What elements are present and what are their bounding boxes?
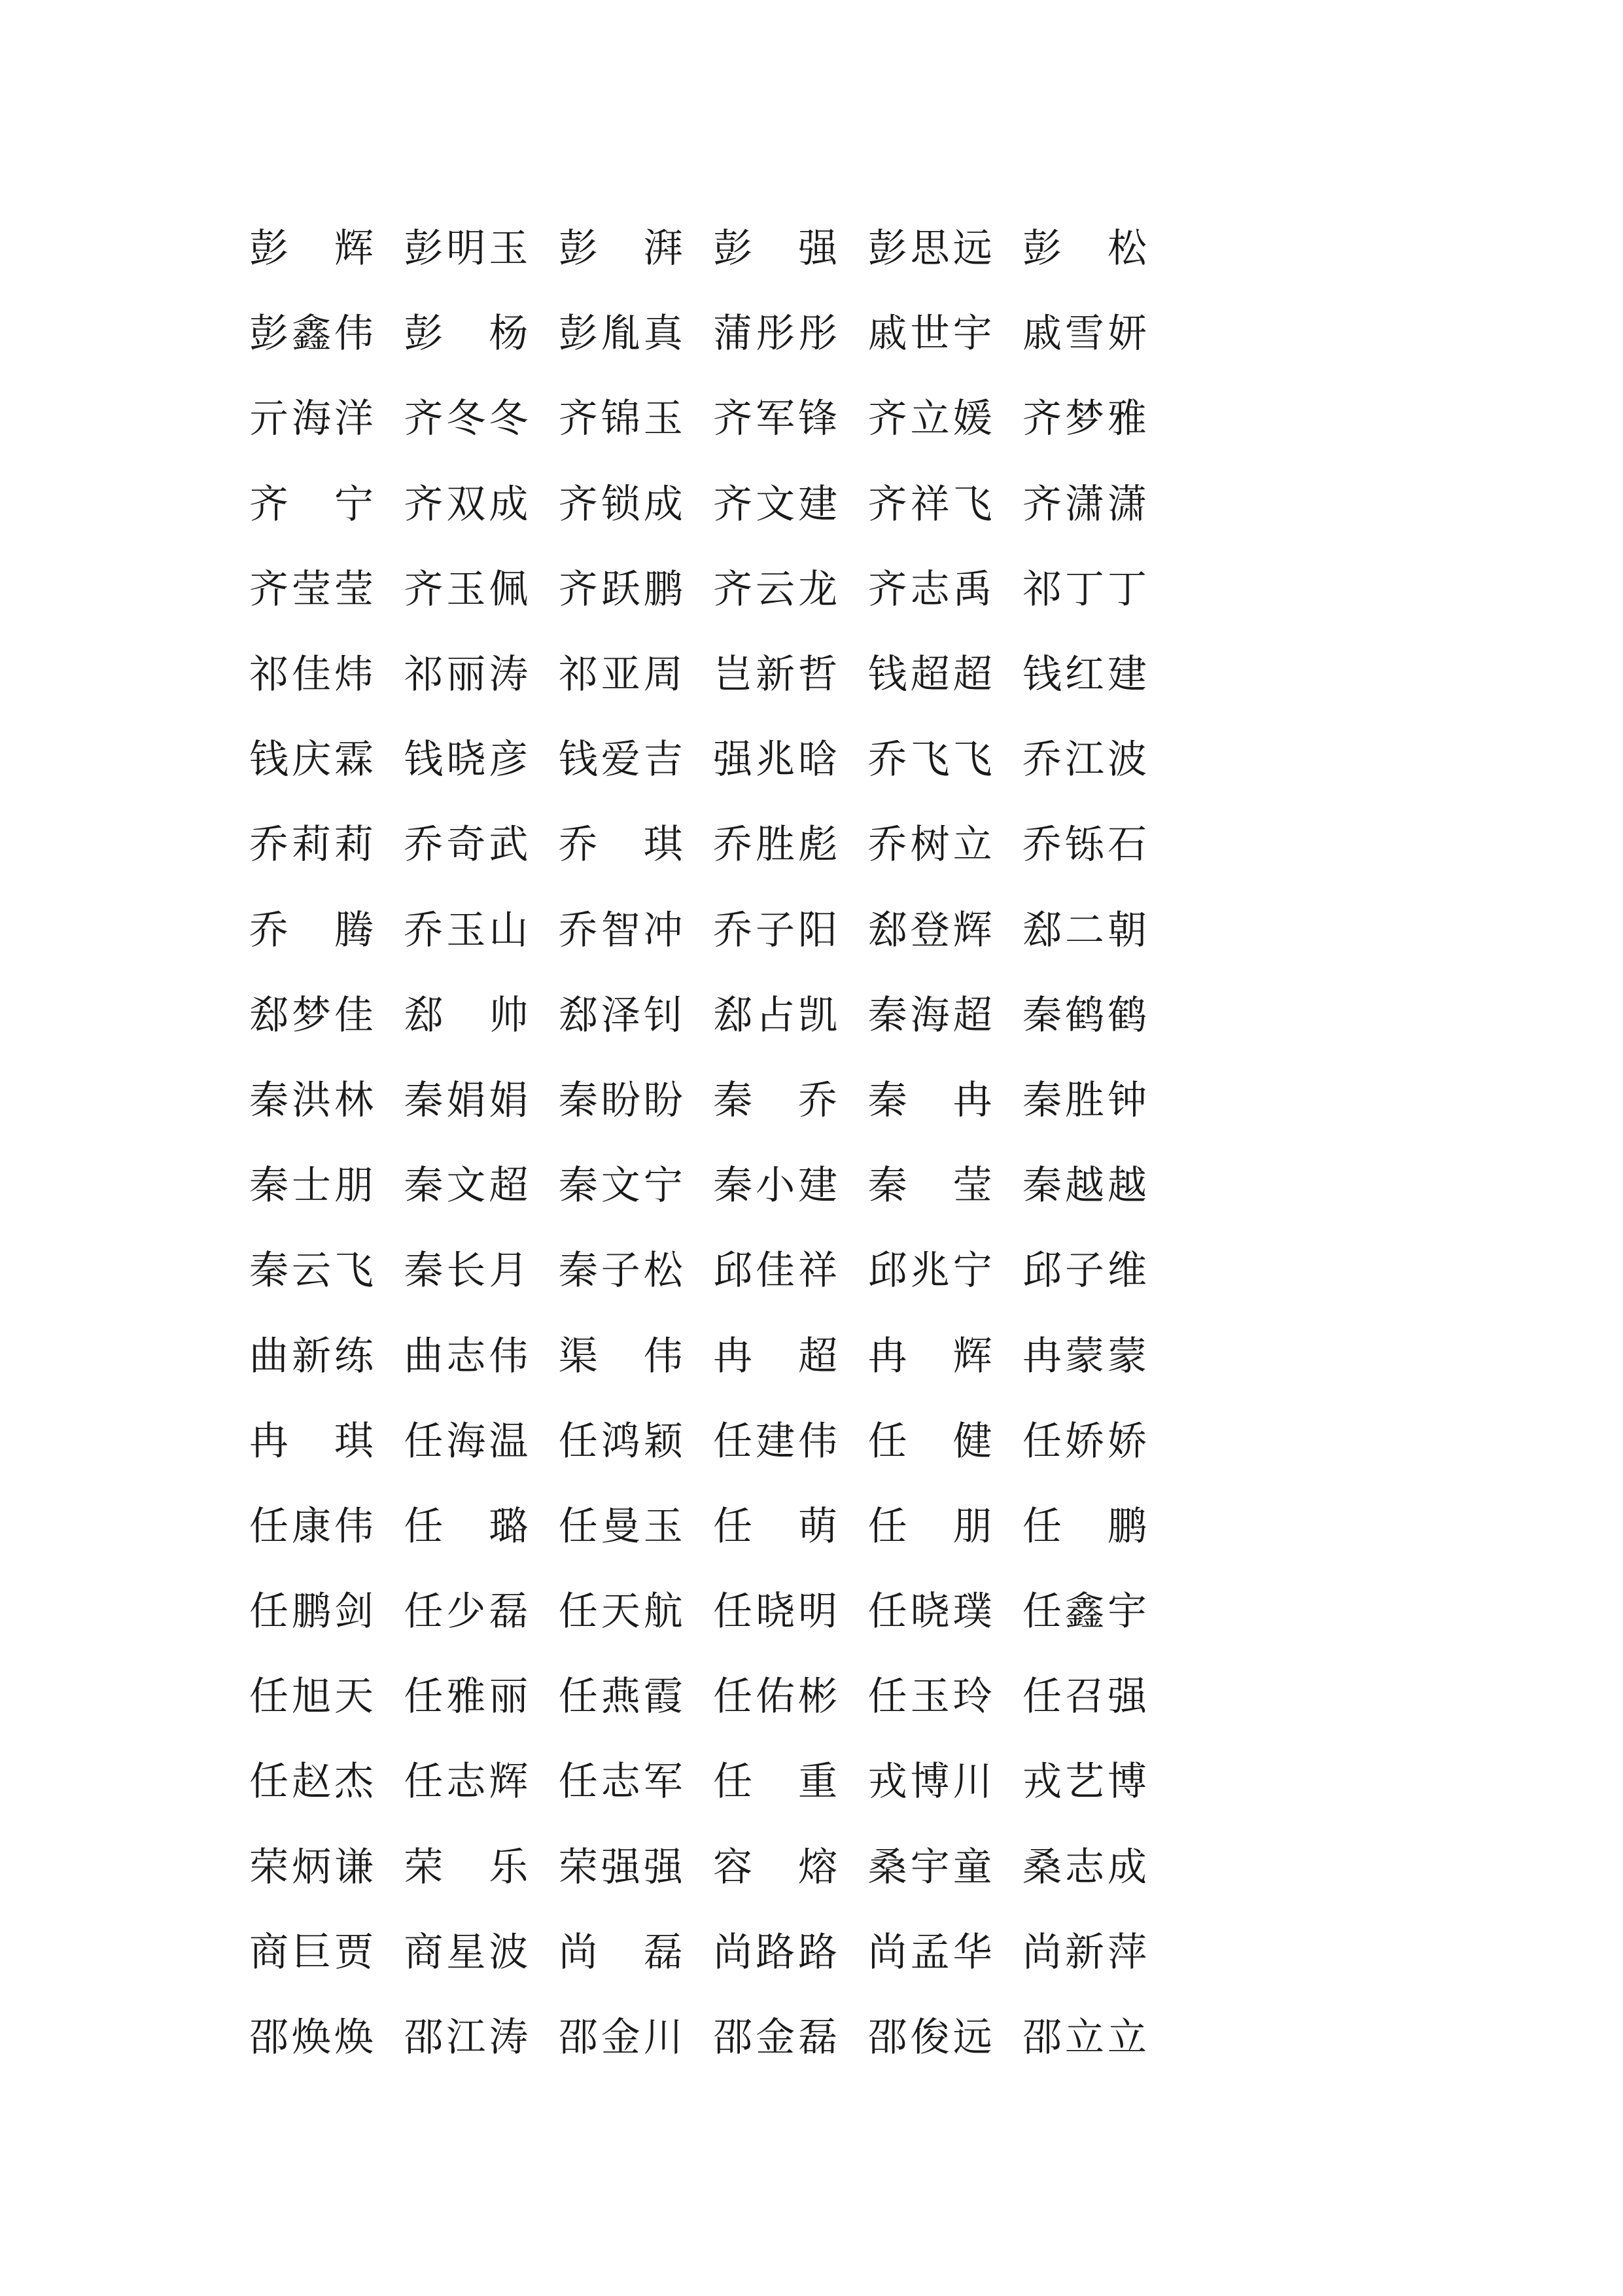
name-entry [559, 973, 713, 1058]
name-text: 秦 娟 娟 [404, 1077, 529, 1123]
name-text: 邱 子 维 [1022, 1248, 1147, 1294]
name-text: 任 娇 娇 [1022, 1418, 1147, 1464]
name-entry [249, 206, 404, 291]
name-text: 任 晓 明 [713, 1589, 838, 1635]
name-entry [559, 1654, 713, 1739]
name-text: 乔 子 阳 [713, 907, 838, 953]
name-text: 齐 双 成 [404, 481, 529, 527]
name-text: 冉 蒙 蒙 [1022, 1333, 1147, 1379]
name-text: 乔 腾 [249, 907, 374, 953]
name-text: 秦 海 超 [867, 992, 992, 1038]
name-entry [1022, 547, 1177, 632]
name-entry [249, 802, 404, 887]
name-text: 任 旭 天 [249, 1674, 374, 1720]
name-text: 任 赵 杰 [249, 1759, 374, 1805]
name-text: 乔 江 波 [1022, 737, 1147, 783]
name-entry [1022, 376, 1177, 461]
name-entry [249, 547, 404, 632]
name-entry [404, 1228, 558, 1313]
name-text: 乔 飞 飞 [867, 737, 992, 783]
name-entry [713, 717, 867, 802]
name-entry [559, 1399, 713, 1484]
name-entry [249, 1228, 404, 1313]
name-entry [559, 1739, 713, 1824]
name-entry [868, 547, 1022, 632]
name-entry [713, 291, 867, 376]
name-text: 秦 文 超 [404, 1163, 529, 1209]
name-text: 邵 立 立 [1022, 2015, 1147, 2061]
name-entry [404, 291, 558, 376]
name-entry [249, 632, 404, 717]
name-entry [559, 1825, 713, 1910]
name-entry [404, 888, 558, 973]
name-text: 任 志 军 [558, 1759, 683, 1805]
name-entry [404, 1910, 558, 1995]
name-text: 任 曼 玉 [558, 1503, 683, 1549]
name-entry [1022, 802, 1177, 887]
name-text: 荣 炳 谦 [249, 1844, 374, 1890]
name-entry [404, 973, 558, 1058]
name-entry [868, 1825, 1022, 1910]
name-entry [1022, 462, 1177, 547]
name-text: 乔 智 冲 [558, 907, 683, 953]
name-entry [249, 973, 404, 1058]
name-text: 商 星 波 [404, 1929, 529, 1975]
name-entry [713, 1228, 867, 1313]
name-entry [404, 1058, 558, 1143]
name-entry [249, 717, 404, 802]
name-entry [713, 888, 867, 973]
name-text: 戎 艺 博 [1022, 1759, 1147, 1805]
name-text: 齐 锁 成 [558, 481, 683, 527]
name-entry [404, 1313, 558, 1398]
name-text: 齐 梦 雅 [1022, 396, 1147, 442]
name-text: 乔 铄 石 [1022, 822, 1147, 868]
name-text: 齐 云 龙 [713, 566, 838, 612]
name-entry [1022, 1484, 1177, 1569]
name-entry [249, 291, 404, 376]
name-text: 渠 伟 [558, 1333, 683, 1379]
name-entry [404, 1484, 558, 1569]
name-text: 任 召 强 [1022, 1674, 1147, 1720]
name-text: 任 佑 彬 [713, 1674, 838, 1720]
name-text: 任 康 伟 [249, 1503, 374, 1549]
name-entry [249, 1313, 404, 1398]
name-text: 尚 孟 华 [867, 1929, 992, 1975]
name-text: 尚 路 路 [713, 1929, 838, 1975]
name-entry [713, 1399, 867, 1484]
name-text: 曲 志 伟 [404, 1333, 529, 1379]
name-entry [249, 1484, 404, 1569]
name-entry [868, 802, 1022, 887]
name-text: 秦 文 宁 [558, 1163, 683, 1209]
name-text: 郄 二 朝 [1022, 907, 1147, 953]
name-text: 乔 胜 彪 [713, 822, 838, 868]
name-text: 钱 超 超 [867, 652, 992, 698]
name-entry [868, 462, 1022, 547]
name-entry [868, 1058, 1022, 1143]
name-text: 商 巨 贾 [249, 1929, 374, 1975]
name-entry [559, 206, 713, 291]
name-text: 齐 宁 [249, 481, 374, 527]
name-text: 彭 强 [713, 226, 838, 272]
name-text: 钱 爱 吉 [558, 737, 683, 783]
name-text: 秦 越 越 [1022, 1163, 1147, 1209]
name-entry [249, 1569, 404, 1654]
name-text: 亓 海 洋 [249, 396, 374, 442]
name-entry [713, 547, 867, 632]
name-entry [404, 547, 558, 632]
name-text: 乔 树 立 [867, 822, 992, 868]
name-entry [868, 973, 1022, 1058]
name-entry [868, 632, 1022, 717]
name-text: 彭 辉 [249, 226, 374, 272]
name-entry [868, 1910, 1022, 1995]
name-entry [868, 1569, 1022, 1654]
name-entry [868, 1313, 1022, 1398]
name-entry [1022, 1313, 1177, 1398]
name-entry [868, 376, 1022, 461]
name-text: 彭 湃 [558, 226, 683, 272]
name-entry [1022, 973, 1177, 1058]
name-text: 郄 帅 [404, 992, 529, 1038]
name-text: 秦 子 松 [558, 1248, 683, 1294]
name-text: 乔 奇 武 [404, 822, 529, 868]
name-text: 秦 乔 [713, 1077, 838, 1123]
name-entry [1022, 1228, 1177, 1313]
name-text: 齐 玉 佩 [404, 566, 529, 612]
name-entry [868, 1995, 1022, 2080]
name-text: 齐 志 禹 [867, 566, 992, 612]
name-entry [249, 1654, 404, 1739]
name-entry [868, 206, 1022, 291]
name-text: 彭 思 远 [867, 226, 992, 272]
name-entry [1022, 1995, 1177, 2080]
name-entry [868, 888, 1022, 973]
name-text: 任 鑫 宇 [1022, 1589, 1147, 1635]
name-entry [559, 632, 713, 717]
name-text: 彭 杨 [404, 311, 529, 357]
name-entry [1022, 291, 1177, 376]
name-entry [249, 1995, 404, 2080]
name-entry [559, 1484, 713, 1569]
name-text: 钱 红 建 [1022, 652, 1147, 698]
name-text: 岂 新 哲 [713, 652, 838, 698]
name-text: 秦 长 月 [404, 1248, 529, 1294]
name-entry [1022, 1399, 1177, 1484]
name-text: 郄 登 辉 [867, 907, 992, 953]
name-text: 秦 云 飞 [249, 1248, 374, 1294]
name-text: 桑 志 成 [1022, 1844, 1147, 1890]
name-text: 秦 盼 盼 [558, 1077, 683, 1123]
name-text: 任 晓 璞 [867, 1589, 992, 1635]
name-entry [404, 1399, 558, 1484]
name-entry [713, 1825, 867, 1910]
name-entry [868, 1739, 1022, 1824]
name-text: 齐 祥 飞 [867, 481, 992, 527]
name-text: 彭 明 玉 [404, 226, 529, 272]
name-entry [1022, 1654, 1177, 1739]
name-entry [1022, 1058, 1177, 1143]
name-text: 任 健 [867, 1418, 992, 1464]
name-text: 邱 佳 祥 [713, 1248, 838, 1294]
name-entry [1022, 1825, 1177, 1910]
name-entry [404, 632, 558, 717]
name-entry [559, 717, 713, 802]
name-text: 尚 新 萍 [1022, 1929, 1147, 1975]
name-entry [404, 1739, 558, 1824]
name-entry [713, 1143, 867, 1228]
name-text: 任 志 辉 [404, 1759, 529, 1805]
name-entry [868, 717, 1022, 802]
name-text: 尚 磊 [558, 1929, 683, 1975]
name-text: 曲 新 练 [249, 1333, 374, 1379]
name-text: 邵 江 涛 [404, 2015, 529, 2061]
name-text: 任 雅 丽 [404, 1674, 529, 1720]
name-text: 郄 梦 佳 [249, 992, 374, 1038]
name-entry [713, 1569, 867, 1654]
name-entry [559, 1143, 713, 1228]
name-entry [868, 1654, 1022, 1739]
name-text: 祁 丽 涛 [404, 652, 529, 698]
name-entry [559, 1058, 713, 1143]
name-text: 彭 松 [1022, 226, 1147, 272]
name-entry [249, 1910, 404, 1995]
name-text: 乔 玉 山 [404, 907, 529, 953]
name-text: 郄 泽 钊 [558, 992, 683, 1038]
name-text: 祁 丁 丁 [1022, 566, 1147, 612]
name-text: 邱 兆 宁 [867, 1248, 992, 1294]
name-text: 戎 博 川 [867, 1759, 992, 1805]
name-entry [713, 1654, 867, 1739]
name-entry [713, 1484, 867, 1569]
name-text: 冉 辉 [867, 1333, 992, 1379]
name-text: 郄 占 凯 [713, 992, 838, 1038]
name-text: 任 燕 霞 [558, 1674, 683, 1720]
name-text: 钱 庆 霖 [249, 737, 374, 783]
name-text: 任 玉 玲 [867, 1674, 992, 1720]
name-entry [1022, 717, 1177, 802]
name-text: 冉 超 [713, 1333, 838, 1379]
name-entry [1022, 206, 1177, 291]
name-text: 荣 乐 [404, 1844, 529, 1890]
name-entry [713, 1995, 867, 2080]
name-entry [713, 1739, 867, 1824]
name-text: 齐 潇 潇 [1022, 481, 1147, 527]
name-entry [404, 462, 558, 547]
name-entry [404, 802, 558, 887]
name-text: 任 鸿 颖 [558, 1418, 683, 1464]
name-text: 任 天 航 [558, 1589, 683, 1635]
name-entry [249, 1739, 404, 1824]
name-text: 秦 莹 [867, 1163, 992, 1209]
name-entry [713, 1910, 867, 1995]
name-entry [404, 376, 558, 461]
name-entry [868, 291, 1022, 376]
name-entry [713, 206, 867, 291]
name-text: 钱 晓 彦 [404, 737, 529, 783]
name-entry [559, 1313, 713, 1398]
name-text: 邵 俊 远 [867, 2015, 992, 2061]
name-text: 秦 冉 [867, 1077, 992, 1123]
name-text: 戚 雪 妍 [1022, 311, 1147, 357]
name-text: 秦 鹤 鹤 [1022, 992, 1147, 1038]
name-text: 任 萌 [713, 1503, 838, 1549]
name-entry [713, 802, 867, 887]
name-entry [868, 1228, 1022, 1313]
name-text: 蒲 彤 彤 [713, 311, 838, 357]
name-entry [404, 1569, 558, 1654]
name-text: 齐 莹 莹 [249, 566, 374, 612]
name-entry [1022, 1143, 1177, 1228]
name-entry [404, 206, 558, 291]
name-entry [559, 291, 713, 376]
name-text: 齐 跃 鹏 [558, 566, 683, 612]
name-entry [559, 1228, 713, 1313]
name-entry [1022, 1569, 1177, 1654]
name-text: 强 兆 晗 [713, 737, 838, 783]
name-entry [249, 1143, 404, 1228]
name-entry [249, 376, 404, 461]
name-text: 邵 金 磊 [713, 2015, 838, 2061]
name-entry [559, 1910, 713, 1995]
name-entry [559, 547, 713, 632]
name-entry [249, 1825, 404, 1910]
name-entry [404, 1995, 558, 2080]
name-entry [1022, 1910, 1177, 1995]
name-text: 任 鹏 剑 [249, 1589, 374, 1635]
name-entry [559, 1569, 713, 1654]
name-entry [713, 1058, 867, 1143]
name-text: 任 璐 [404, 1503, 529, 1549]
name-entry [249, 462, 404, 547]
name-text: 秦 士 朋 [249, 1163, 374, 1209]
name-text: 荣 强 强 [558, 1844, 683, 1890]
name-text: 秦 洪 林 [249, 1077, 374, 1123]
name-text: 齐 锦 玉 [558, 396, 683, 442]
name-text: 任 重 [713, 1759, 838, 1805]
name-entry [249, 1058, 404, 1143]
name-entry [404, 1654, 558, 1739]
name-text: 任 鹏 [1022, 1503, 1147, 1549]
name-text: 冉 琪 [249, 1418, 374, 1464]
name-entry [249, 888, 404, 973]
name-text: 任 朋 [867, 1503, 992, 1549]
name-entry [713, 632, 867, 717]
name-text: 秦 小 建 [713, 1163, 838, 1209]
name-entry [713, 376, 867, 461]
name-entry [404, 1143, 558, 1228]
name-entry [559, 462, 713, 547]
name-entry [404, 717, 558, 802]
name-entry [713, 973, 867, 1058]
name-text: 齐 立 媛 [867, 396, 992, 442]
name-entry [249, 1399, 404, 1484]
name-text: 邵 焕 焕 [249, 2015, 374, 2061]
name-text: 任 建 伟 [713, 1418, 838, 1464]
name-text: 彭 胤 真 [558, 311, 683, 357]
name-entry [559, 888, 713, 973]
name-text: 齐 文 建 [713, 481, 838, 527]
name-entry [868, 1399, 1022, 1484]
name-text: 容 熔 [713, 1844, 838, 1890]
name-text: 邵 金 川 [558, 2015, 683, 2061]
name-text: 齐 冬 冬 [404, 396, 529, 442]
name-entry [713, 1313, 867, 1398]
name-text: 祁 亚 周 [558, 652, 683, 698]
name-text: 桑 宇 童 [867, 1844, 992, 1890]
name-entry [404, 1825, 558, 1910]
name-text: 齐 军 锋 [713, 396, 838, 442]
name-entry [559, 802, 713, 887]
name-text: 彭 鑫 伟 [249, 311, 374, 357]
name-entry [559, 1995, 713, 2080]
name-text: 戚 世 宇 [867, 311, 992, 357]
name-entry [713, 462, 867, 547]
name-text: 祁 佳 炜 [249, 652, 374, 698]
name-text: 任 海 温 [404, 1418, 529, 1464]
name-list [249, 206, 1165, 2080]
name-entry [1022, 1739, 1177, 1824]
name-text: 任 少 磊 [404, 1589, 529, 1635]
name-text: 秦 胜 钟 [1022, 1077, 1147, 1123]
name-entry [868, 1484, 1022, 1569]
name-text: 乔 琪 [558, 822, 683, 868]
name-text: 乔 莉 莉 [249, 822, 374, 868]
name-entry [1022, 632, 1177, 717]
name-entry [559, 376, 713, 461]
name-entry [1022, 888, 1177, 973]
name-entry [868, 1143, 1022, 1228]
